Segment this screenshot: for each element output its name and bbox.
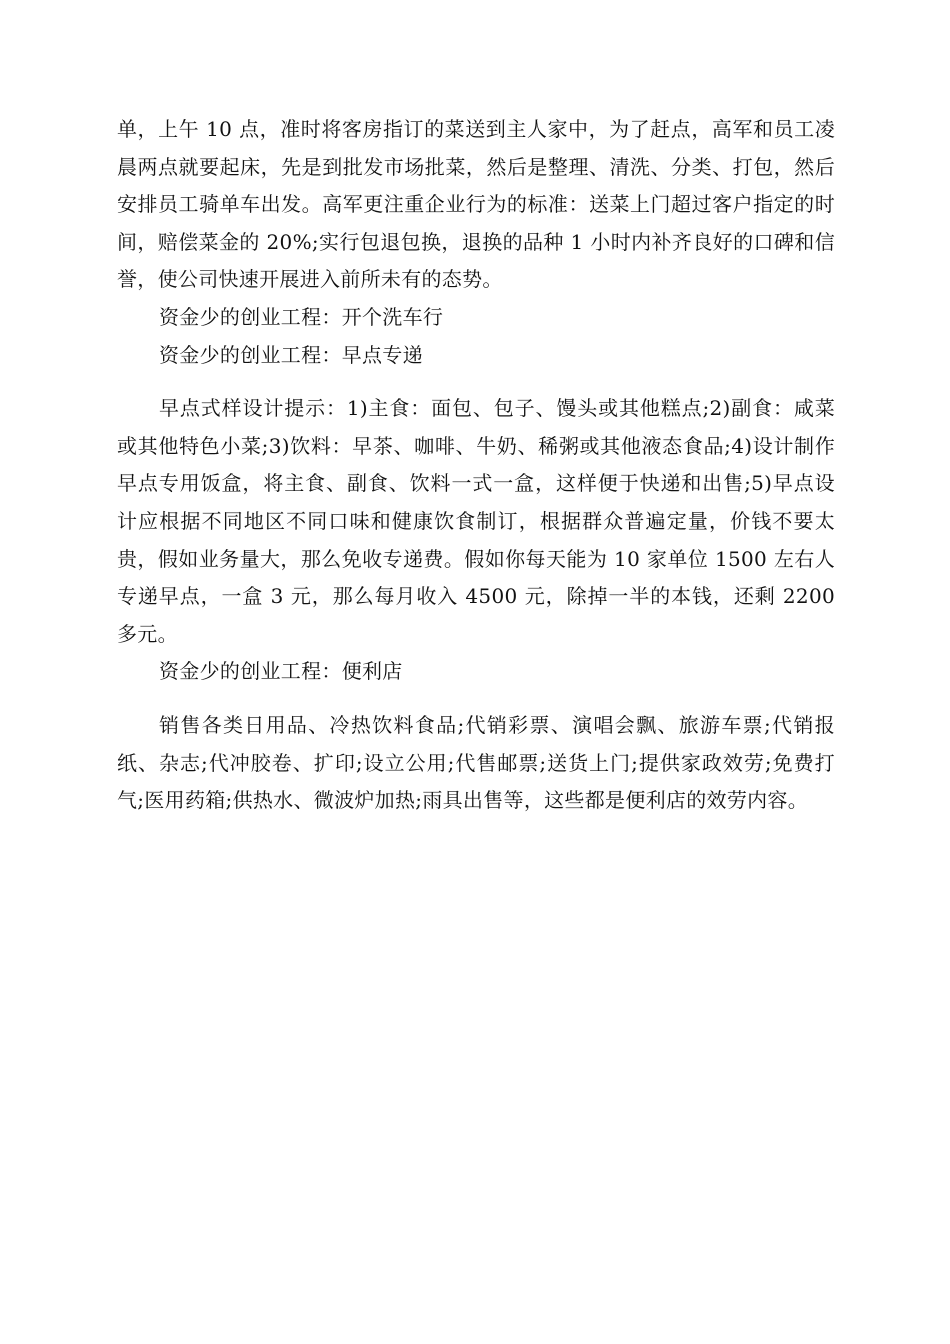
paragraph-convenience-store: 销售各类日用品、冷热饮料食品;代销彩票、演唱会飘、旅游车票;代销报纸、杂志;代冲胶卷、扩印;设立公用;代售邮票;送货上门;提供家政效劳;免费打气;医用药箱;供热水、微波炉加热;雨具出售等，这些都是便利店的效劳内容。 (117, 712, 835, 813)
heading-car-wash: 资金少的创业工程：开个洗车行 (159, 304, 444, 329)
document-body (117, 111, 835, 820)
paragraph-breakfast-delivery: 早点式样设计提示：1)主食：面包、包子、馒头或其他糕点;2)副食：咸菜或其他特色小菜;3)饮料：早茶、咖啡、牛奶、稀粥或其他液态食品;4)设计制作早点专用饭盒，将主食、副食、饮料一式一盒，这样便于快递和出售;5)早点设计应根据不同地区不同口味和健康饮食制订，根据群众普遍定量，价钱不要太贵，假如业务量大，那么免收专递费。假如你每天能为 10 家单位 1500 左右人专递早点，一盒 3 元，那么每月收入 4500 元，除掉一半的本钱，还剩 2200 多元。 (117, 396, 835, 646)
heading-breakfast-delivery: 资金少的创业工程：早点专递 (159, 342, 423, 367)
paragraph-vegetable-delivery: 单，上午 10 点，准时将客房指订的菜送到主人家中，为了赶点，高军和员工凌晨两点就要起床，先是到批发市场批菜，然后是整理、清洗、分类、打包，然后安排员工骑单车出发。高军更注重企业行为的标准：送菜上门超过客户指定的时间，赔偿菜金的 20%;实行包退包换，退换的品种 1 小时内补齐良好的口碑和信誉，使公司快速开展进入前所未有的态势。 (117, 117, 835, 292)
heading-convenience-store: 资金少的创业工程：便利店 (159, 659, 403, 684)
